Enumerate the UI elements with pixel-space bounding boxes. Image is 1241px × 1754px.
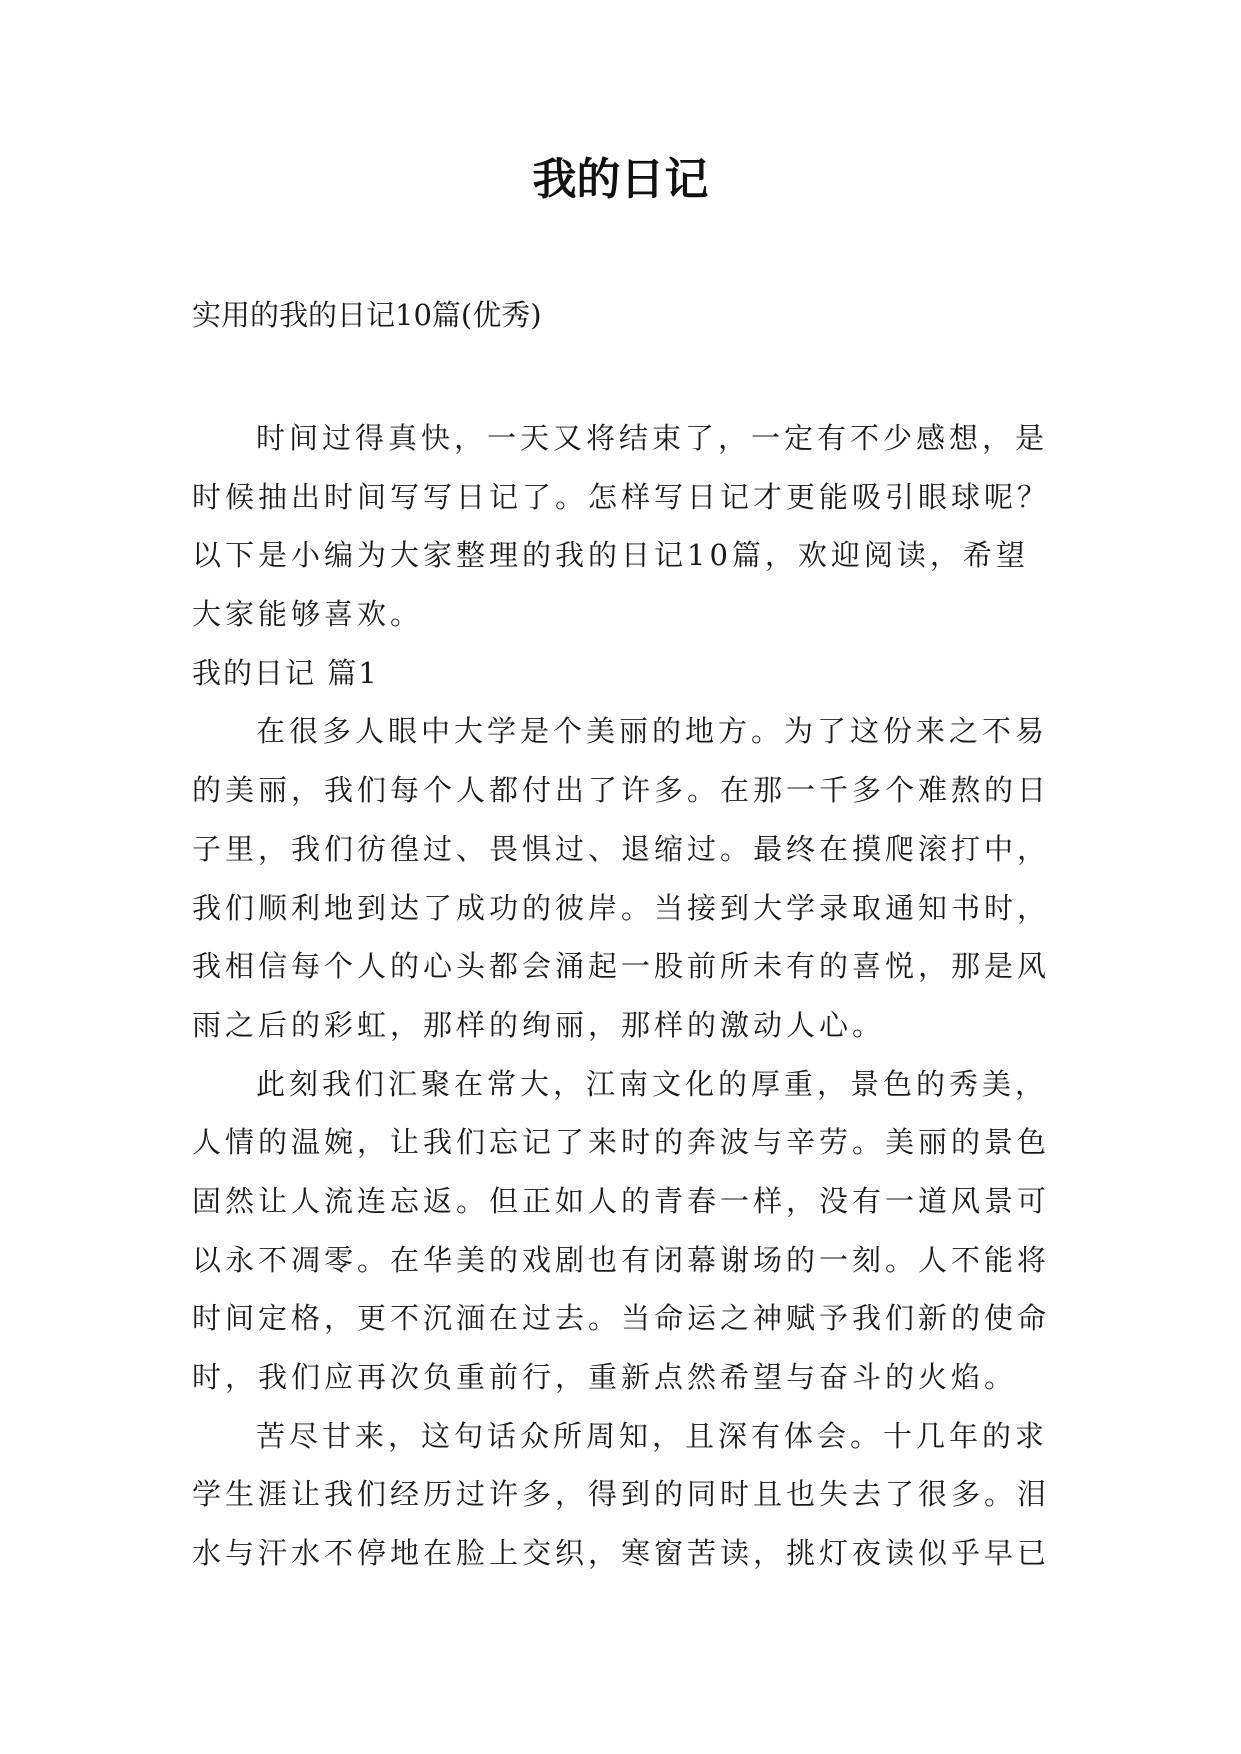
text-line: 学生涯让我们经历过许多，得到的同时且也失去了很多。泪	[192, 1477, 1051, 1512]
text-line: 子里，我们彷徨过、畏惧过、退缩过。最终在摸爬滚打中，	[192, 831, 1051, 866]
text-line: 水与汗水不停地在脸上交织，寒窗苦读，挑灯夜读似乎早已	[192, 1536, 1051, 1571]
text-line: 以永不凋零。在华美的戏剧也有闭幕谢场的一刻。人不能将	[192, 1242, 1051, 1277]
text-line: 大家能够喜欢。	[192, 597, 424, 632]
text-line: 以下是小编为大家整理的我的日记10篇，欢迎阅读，希望	[192, 538, 1029, 573]
text-line: 人情的温婉，让我们忘记了来时的奔波与辛劳。美丽的景色	[192, 1125, 1051, 1160]
text-line: 此刻我们汇聚在常大，江南文化的厚重，景色的秀美，	[256, 1066, 1049, 1101]
text-line: 固然让人流连忘返。但正如人的青春一样，没有一道风景可	[192, 1183, 1051, 1218]
text-line: 在很多人眼中大学是个美丽的地方。为了这份来之不易	[256, 714, 1049, 749]
section-heading: 我的日记 篇1	[192, 655, 379, 690]
text-line: 时间过得真快，一天又将结束了，一定有不少感想，是	[256, 421, 1049, 455]
document-title: 我的日记	[532, 154, 709, 205]
document-subtitle: 实用的我的日记10篇(优秀)	[192, 298, 542, 332]
text-line: 时候抽出时间写写日记了。怎样写日记才更能吸引眼球呢？	[192, 479, 1051, 514]
text-line: 雨之后的彩虹，那样的绚丽，那样的激动人心。	[192, 1007, 886, 1042]
document-body	[192, 409, 1062, 1583]
text-line: 苦尽甘来，这句话众所周知，且深有体会。十几年的求	[256, 1418, 1049, 1453]
text-line: 时间定格，更不沉湎在过去。当命运之神赋予我们新的使命	[192, 1301, 1051, 1336]
text-line: 时，我们应再次负重前行，重新点然希望与奋斗的火焰。	[192, 1360, 1018, 1394]
text-line: 我们顺利地到达了成功的彼岸。当接到大学录取通知书时，	[192, 890, 1051, 925]
text-line: 我相信每个人的心头都会涌起一股前所未有的喜悦，那是风	[192, 949, 1051, 984]
text-line: 的美丽，我们每个人都付出了许多。在那一千多个难熬的日	[192, 773, 1051, 808]
